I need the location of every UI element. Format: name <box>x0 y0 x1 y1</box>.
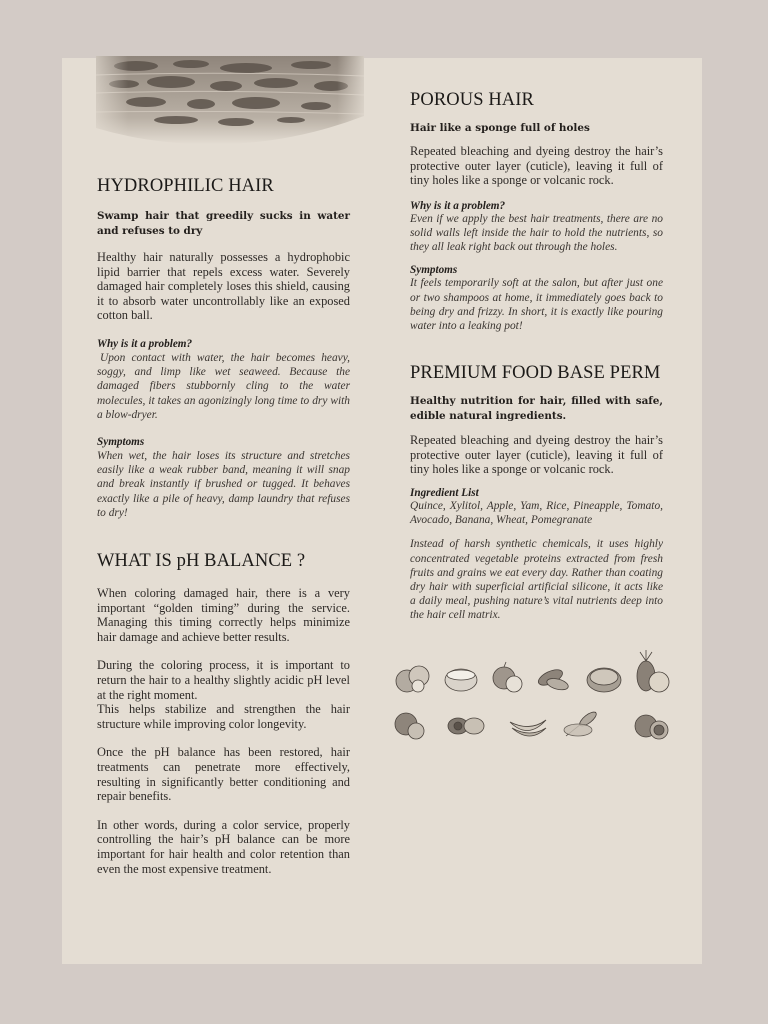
ph-paragraph-2a: During the coloring process, it is important to return the hair to a healthy slightly acidic pH level at the right moment. <box>97 658 350 702</box>
hydrophilic-problem-heading: Why is it a problem? <box>97 337 193 350</box>
hydrophilic-subtitle: Swamp hair that greedily sucks in water and refuses to dry <box>97 210 350 237</box>
banana-icon <box>510 720 546 736</box>
porous-problem-text: Even if we apply the best hair treatments, there are no solid walls left inside the hair to hold the nutrients, so they all leak right back out through the holes. <box>410 212 663 254</box>
perm-closing-text: Instead of harsh synthetic chemicals, it uses highly concentrated vegetable proteins extracted from fresh fruits and grains we eat every day. Rather than coating dry hair with superficial artificial silicone, it acts like a daily meal, pushing nature’s vital nutrients deep into the hair cell matrix. <box>410 538 663 622</box>
porous-symptoms-heading: Symptoms <box>410 264 458 277</box>
porous-body: Repeated bleaching and dyeing destroy the hair’s protective outer layer (cuticle), leaving it full of tiny holes like a sponge or volcanic rock. <box>410 144 663 188</box>
pomegranate-icon <box>635 715 668 739</box>
ph-paragraph-1: When coloring damaged hair, there is a very important “golden timing” during the service. Managing this timing correctly helps minimize hair damage and achieve better results. <box>97 586 350 644</box>
porous-subtitle: Hair like a sponge full of holes <box>410 122 590 134</box>
perm-ingredients-list: Quince, Xylitol, Apple, Yam, Rice, Pineapple, Tomato, Avocado, Banana, Wheat, Pomegranate <box>410 499 663 527</box>
perm-body: Repeated bleaching and dyeing destroy the hair’s protective outer layer (cuticle), leaving it full of tiny holes like a sponge or volcanic rock. <box>410 433 663 477</box>
quince-icon <box>396 666 429 692</box>
ph-paragraph-2b: This helps stabilize and strengthen the hair structure while improving color longevity. <box>97 702 350 731</box>
hydrophilic-symptoms-text: When wet, the hair loses its structure and stretches easily like a weak rubber band, meaning it will snap and break instantly if brushed or tugged. It behaves exactly like a pile of heavy, damp laundry that refuses to dry! <box>97 449 350 519</box>
ph-paragraph-4: In other words, during a color service, properly controlling the hair’s pH balance can be more important for hair health and color retention than even the most expensive treatment. <box>97 817 350 876</box>
porous-symptoms-text: It feels temporarily soft at the salon, but after just one or two shampoos at home, it immediately goes back to being dry and frizzy. In short, it is exactly like pouring water into a leaking pot! <box>410 277 663 332</box>
hydrophilic-body: Healthy hair naturally possesses a hydrophobic lipid barrier that repels excess water. Severely damaged hair completely loses this shield, causing it to absorb water uncontrollably like an exposed cotton ball. <box>97 250 350 323</box>
ingredient-illustrations <box>390 648 682 746</box>
ph-paragraph-3: Once the pH balance has been restored, hair treatments can penetrate more effectively, resulting in significantly better conditioning and repair benefits. <box>97 745 350 804</box>
avocado-icon <box>448 718 484 734</box>
pineapple-icon <box>637 650 669 692</box>
tomato-icon <box>395 713 424 739</box>
hydrophilic-title: HYDROPHILIC HAIR <box>97 176 274 196</box>
ph-balance-title: WHAT IS pH BALANCE ? <box>97 551 306 571</box>
xylitol-icon <box>445 669 477 691</box>
porous-problem-heading: Why is it a problem? <box>410 199 506 212</box>
porous-title: POROUS HAIR <box>410 90 534 110</box>
right-column <box>410 90 663 623</box>
wheat-icon <box>564 710 598 736</box>
yam-icon <box>536 667 569 692</box>
perm-title: PREMIUM FOOD BASE PERM <box>410 363 661 384</box>
perm-subtitle: Healthy nutrition for hair, filled with safe, edible natural ingredients. <box>410 395 663 423</box>
rice-icon <box>587 668 621 692</box>
perm-ingredients-heading: Ingredient List <box>410 486 479 499</box>
hydrophilic-problem-text: Upon contact with water, the hair becomes heavy, soggy, and limp like wet seaweed. Because the damaged fibers stubbornly cling to the water molecules, it takes an agonizingly long time to dry with a blow-dryer. <box>97 351 350 421</box>
left-column <box>97 176 350 876</box>
ph-balance-section <box>97 586 350 876</box>
porous-hair-fiber-illustration <box>96 56 364 150</box>
apple-icon <box>493 662 522 692</box>
hydrophilic-symptoms-heading: Symptoms <box>97 435 145 448</box>
